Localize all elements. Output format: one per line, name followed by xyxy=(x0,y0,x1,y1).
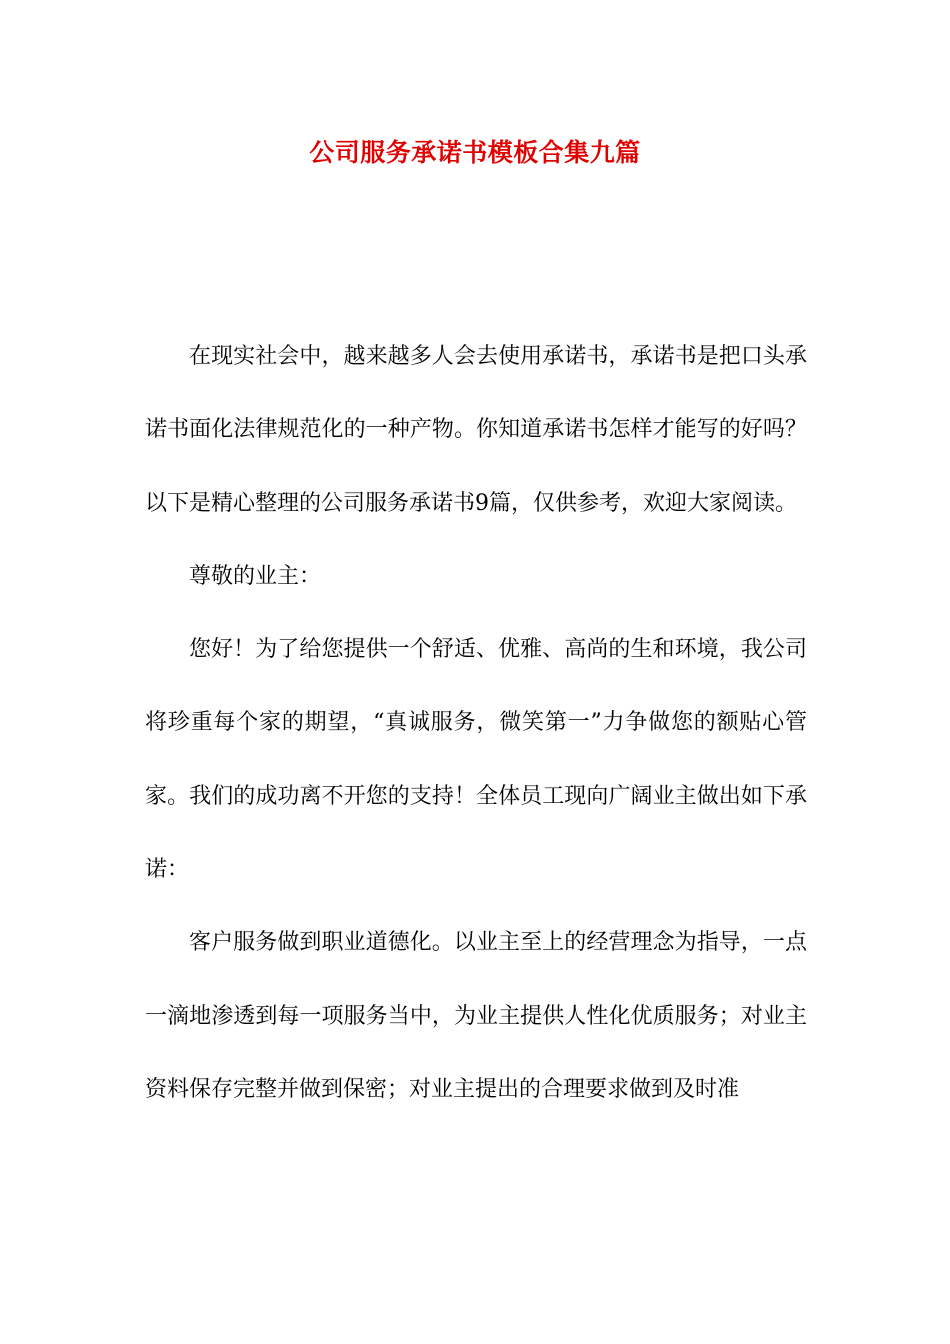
commitment-paragraph: 客户服务做到职业道德化。以业主至上的经营理念为指导，一点一滴地渗透到每一项服务当中，为业主提供人性化优质服务；对业主资料保存完整并做到保密；对业主提出的合理要求做到及时准 xyxy=(145,930,807,1102)
document-body xyxy=(145,320,807,1126)
salutation-paragraph: 尊敬的业主： xyxy=(189,563,322,589)
greeting-paragraph: 您好！为了给您提供一个舒适、优雅、高尚的生和环境，我公司将珍重每个家的期望，“真诚服务，微笑第一”力争做您的额贴心管家。我们的成功离不开您的支持！全体员工现向广阔业主做出如下承诺： xyxy=(145,637,807,883)
document-title: 公司服务承诺书模板合集九篇 xyxy=(309,138,641,167)
intro-paragraph: 在现实社会中，越来越多人会去使用承诺书，承诺书是把口头承诺书面化法律规范化的一种产物。你知道承诺书怎样才能写的好吗？以下是精心整理的公司服务承诺书9篇，仅供参考，欢迎大家阅读。 xyxy=(145,344,807,516)
